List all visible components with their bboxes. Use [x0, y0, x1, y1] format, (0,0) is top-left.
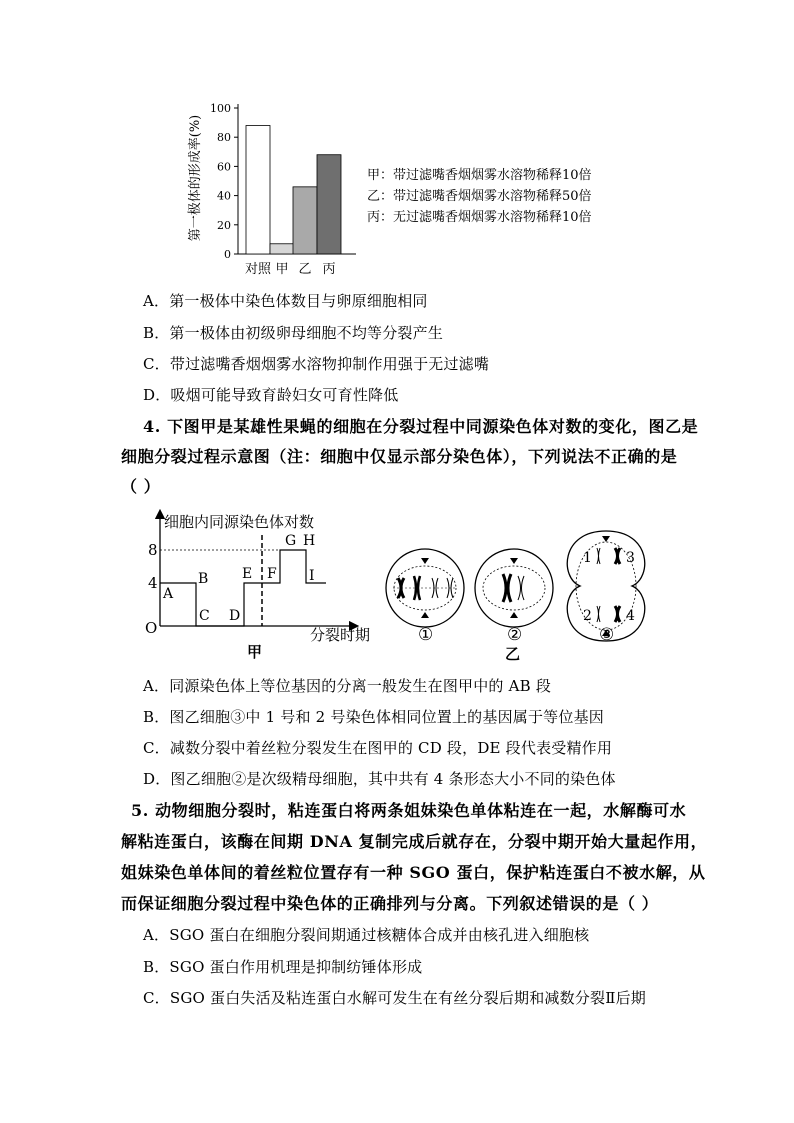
graph-y-label: 细胞内同源染色体对数	[164, 513, 315, 531]
homologous-pairs-step-graph	[140, 508, 380, 660]
q4-option-b: B．图乙细胞③中 1 号和 2 号染色体相同位置上的基因属于等位基因	[143, 708, 604, 726]
graph-point-e: E	[242, 566, 253, 582]
graph-caption: 甲	[247, 643, 263, 660]
q3-option-b: B．第一极体由初级卵母细胞不均等分裂产生	[143, 324, 444, 342]
cell-2-label: ②	[507, 625, 523, 645]
chart-legend	[367, 165, 592, 228]
chart-bar-1	[270, 244, 294, 254]
q5-number: 5.	[131, 801, 149, 820]
chart-y-tick-label: 40	[217, 189, 231, 203]
chart-bar-2	[293, 187, 317, 254]
cell-3-label: ③	[599, 625, 615, 645]
graph-point-a: A	[163, 586, 174, 602]
q4-stem-line3: （ ）	[121, 477, 161, 496]
chromosome-4-label: 4	[626, 608, 635, 624]
q3-option-a: A．第一极体中染色体数目与卵原细胞相同	[143, 292, 428, 310]
chart-category-label: 甲	[275, 262, 289, 277]
q4-option-d: D．图乙细胞②是次级精母细胞，其中共有 4 条形态大小不同的染色体	[143, 770, 616, 788]
chart-y-tick-label: 20	[217, 218, 231, 232]
graph-ytick-8: 8	[148, 541, 158, 559]
chart-category-label: 乙	[298, 262, 312, 277]
q3-option-d: D．吸烟可能导致育龄妇女可育性降低	[143, 386, 399, 404]
chromosome-3-label: 3	[626, 550, 635, 566]
q5-option-b: B．SGO 蛋白作用机理是抑制纺锤体形成	[143, 958, 423, 976]
q5-stem-line4: 而保证细胞分裂过程中染色体的正确排列与分离。下列叙述错误的是（ ）	[121, 894, 659, 913]
cell-1	[386, 549, 464, 627]
q3-option-c: C．带过滤嘴香烟烟雾水溶物抑制作用强于无过滤嘴	[143, 355, 490, 373]
q4-stem-line1	[143, 414, 698, 437]
graph-origin: O	[145, 619, 158, 637]
chart-category-label: 丙	[322, 262, 336, 277]
graph-step-line	[160, 550, 326, 626]
q5-stem-text1: 动物细胞分裂时，粘连蛋白将两条姐妹染色单体粘连在一起，水解酶可水	[155, 801, 687, 820]
cell-division-diagrams	[380, 518, 680, 663]
legend-item-jia: 甲：带过滤嘴香烟烟雾水溶物稀释10倍	[367, 168, 592, 183]
chart-y-tick-label: 0	[224, 248, 231, 261]
q4-stem-text1: 下图甲是某雄性果蝇的细胞在分裂过程中同源染色体对数的变化，图乙是	[167, 417, 699, 436]
cells-caption: 乙	[505, 645, 521, 663]
graph-point-h: H	[303, 533, 316, 549]
cell-2	[475, 549, 553, 627]
q5-option-a: A．SGO 蛋白在细胞分裂间期通过核糖体合成并由核孔进入细胞核	[143, 926, 590, 944]
chart-y-axis-label: 第一极体的形成率(%)	[188, 114, 203, 242]
q4-number: 4.	[143, 417, 161, 436]
chart-category-label: 对照	[244, 262, 272, 277]
graph-x-label: 分裂时期	[310, 626, 371, 644]
graph-point-g: G	[285, 533, 297, 549]
q5-stem-line1	[131, 798, 686, 821]
graph-point-d: D	[229, 608, 241, 624]
legend-item-yi: 乙：带过滤嘴香烟烟雾水溶物稀释50倍	[367, 189, 592, 204]
chart-y-tick-label: 60	[217, 160, 231, 174]
chromosome-2-label: 2	[583, 608, 592, 624]
q4-stem-line2: 细胞分裂过程示意图（注：细胞中仅显示部分染色体），下列说法不正确的是	[121, 447, 678, 466]
chart-y-tick-label: 80	[217, 131, 231, 145]
graph-ytick-4: 4	[148, 574, 158, 592]
chart-y-tick-label: 100	[210, 102, 231, 115]
chromosome-1-label: 1	[583, 550, 592, 566]
q4-option-a: A．同源染色体上等位基因的分离一般发生在图甲中的 AB 段	[143, 677, 552, 695]
q5-option-c: C．SGO 蛋白失活及粘连蛋白水解可发生在有丝分裂后期和减数分裂Ⅱ后期	[143, 989, 646, 1007]
graph-point-f: F	[267, 566, 277, 582]
q5-stem-line3: 姐妹染色单体间的着丝粒位置存有一种 SGO 蛋白，保护粘连蛋白不被水解，从	[121, 863, 706, 882]
q4-option-c: C．减数分裂中着丝粒分裂发生在图甲的 CD 段，DE 段代表受精作用	[143, 739, 613, 757]
legend-item-bing: 丙：无过滤嘴香烟烟雾水溶物稀释10倍	[367, 210, 592, 225]
chart-bar-3	[317, 155, 341, 254]
chart-bar-0	[246, 126, 270, 254]
graph-point-i: I	[309, 568, 315, 584]
graph-point-b: B	[198, 571, 209, 587]
q5-stem-line2: 解粘连蛋白，该酶在间期 DNA 复制完成后就存在，分裂中期开始大量起作用，	[121, 832, 708, 851]
graph-point-c: C	[199, 608, 210, 624]
cell-1-label: ①	[418, 625, 434, 645]
